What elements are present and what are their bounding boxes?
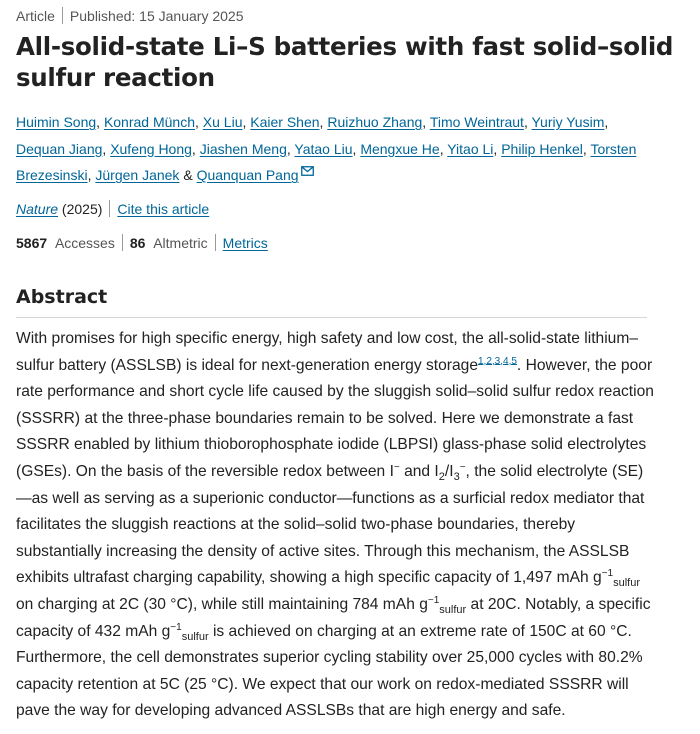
article-meta: [16, 7, 243, 24]
abstract-heading: Abstract: [16, 286, 108, 308]
envelope-icon[interactable]: [301, 166, 314, 176]
accesses-label: Accesses: [54, 234, 115, 251]
metrics-divider-1: [122, 234, 123, 251]
abstract-text-3: and I: [399, 462, 439, 480]
journal-year: (2025): [61, 200, 103, 217]
unit-exponent-3: −1: [170, 621, 182, 633]
author-list: Huimin Song, Konrad Münch, Xu Liu, Kaier Shen, Ruizhuo Zhang, Timo Weintraut, Yuriy Yusim, Dequan Jiang, Xufeng Hong, Jiashen Meng, Yatao Liu, Mengxue He, Yitao Li, Philip Henkel, Torsten Brezesinski, Jürgen Janek & Quanquan Pang: [16, 114, 637, 183]
author-link[interactable]: Quanquan Pang: [196, 167, 299, 183]
abstract-text-6: on charging at 2C (30 °C), while still maintaining 784 mAh g: [16, 595, 428, 613]
author-link[interactable]: Ruizhuo Zhang: [327, 114, 423, 130]
journal-info: [16, 200, 209, 217]
author-link[interactable]: Yatao Liu: [294, 140, 353, 157]
abstract-text-2: . However, the poor rate performance and short cycle life caused by the sluggish solid–solid sulfur redox reaction (SSSRR) at the three-phase boundaries remain to be solved. Here we demonstrate a fast SSSRR enabled by lithium thioborophosphate iodide (LBPSI) glass-phase solid electrolytes (GSEs). On the basis of the reversible redox between I: [16, 356, 654, 480]
author-link[interactable]: Huimin Song: [16, 114, 97, 130]
author-link[interactable]: Kaier Shen: [250, 114, 320, 130]
altmetric-count: 86: [129, 234, 146, 251]
unit-sulfur-3: sulfur: [181, 630, 209, 643]
reference-links[interactable]: 1,2,3,4,5: [478, 355, 517, 367]
author-link[interactable]: Yitao Li: [447, 140, 494, 157]
unit-sulfur-1: sulfur: [613, 577, 640, 590]
abstract-text-7: at 20C. Notably, a specific capacity of 432 mAh g: [16, 595, 651, 640]
metrics-link[interactable]: Metrics: [222, 234, 268, 251]
triiodide-charge: −: [459, 461, 466, 473]
author-link[interactable]: Torsten Brezesinski: [16, 140, 637, 183]
author-link[interactable]: Yuriy Yusim: [531, 114, 605, 130]
journal-link[interactable]: Nature: [16, 200, 59, 217]
author-link[interactable]: Mengxue He: [360, 140, 440, 157]
meta-divider: [62, 7, 63, 24]
unit-exponent-2: −1: [427, 594, 440, 606]
published-date: Published: 15 January 2025: [69, 7, 244, 24]
accesses-count: 5867: [16, 234, 48, 251]
abstract-text-1: With promises for high specific energy, high safety and low cost, the all-solid-state lithium–sulfur battery (ASSLSB) is ideal for next-generation energy storage: [16, 330, 639, 374]
metrics-divider-2: [215, 234, 216, 251]
author-link[interactable]: Philip Henkel: [501, 140, 583, 157]
author-link[interactable]: Dequan Jiang: [16, 140, 103, 157]
cite-article-link[interactable]: Cite this article: [117, 200, 210, 217]
abstract-divider: [16, 317, 647, 318]
article-type: Article: [16, 7, 55, 24]
triiodide-subscript: 3: [453, 471, 460, 484]
author-link[interactable]: Timo Weintraut: [429, 114, 524, 130]
author-link[interactable]: Xufeng Hong: [110, 140, 192, 157]
author-link[interactable]: Xu Liu: [202, 114, 243, 130]
abstract-text-8: is achieved on charging at an extreme rate of 150C at 60 °C. Furthermore, the cell demonstrates superior cycling stability over 25,000 cycles with 80.2% capacity retention at 5C (25 °C). We expect that our work on redox-mediated SSSRR will pave the way for developing advanced ASSLSBs that are high energy and safe.: [16, 622, 643, 720]
unit-sulfur-2: sulfur: [439, 604, 467, 617]
abstract-body: [16, 326, 656, 725]
iodine-subscript: 2: [438, 471, 445, 484]
author-link[interactable]: Konrad Münch: [103, 114, 195, 130]
iodide-charge: −: [393, 461, 400, 473]
journal-divider: [109, 200, 110, 217]
altmetric-label: Altmetric: [153, 234, 208, 251]
author-link[interactable]: Jiashen Meng: [199, 140, 287, 157]
author-link[interactable]: Jürgen Janek: [95, 167, 180, 183]
abstract-text-5: , the solid electrolyte (SE)—as well as serving as a superionic conductor—functions as a surficial redox mediator that facilitates the sluggish reactions at the solid–solid two-phase boundaries, thereby substantially increasing the density of active sites. Through this mechanism, the ASSLSB exhibits ultrafast charging capability, showing a high specific capacity of 1,497 mAh g: [16, 462, 645, 587]
unit-exponent-1: −1: [601, 568, 614, 580]
article-metrics: [16, 234, 268, 251]
article-title: All-solid-state Li–S batteries with fast solid–solid sulfur reaction: [16, 32, 674, 92]
abstract-text-4: /I: [444, 462, 454, 480]
